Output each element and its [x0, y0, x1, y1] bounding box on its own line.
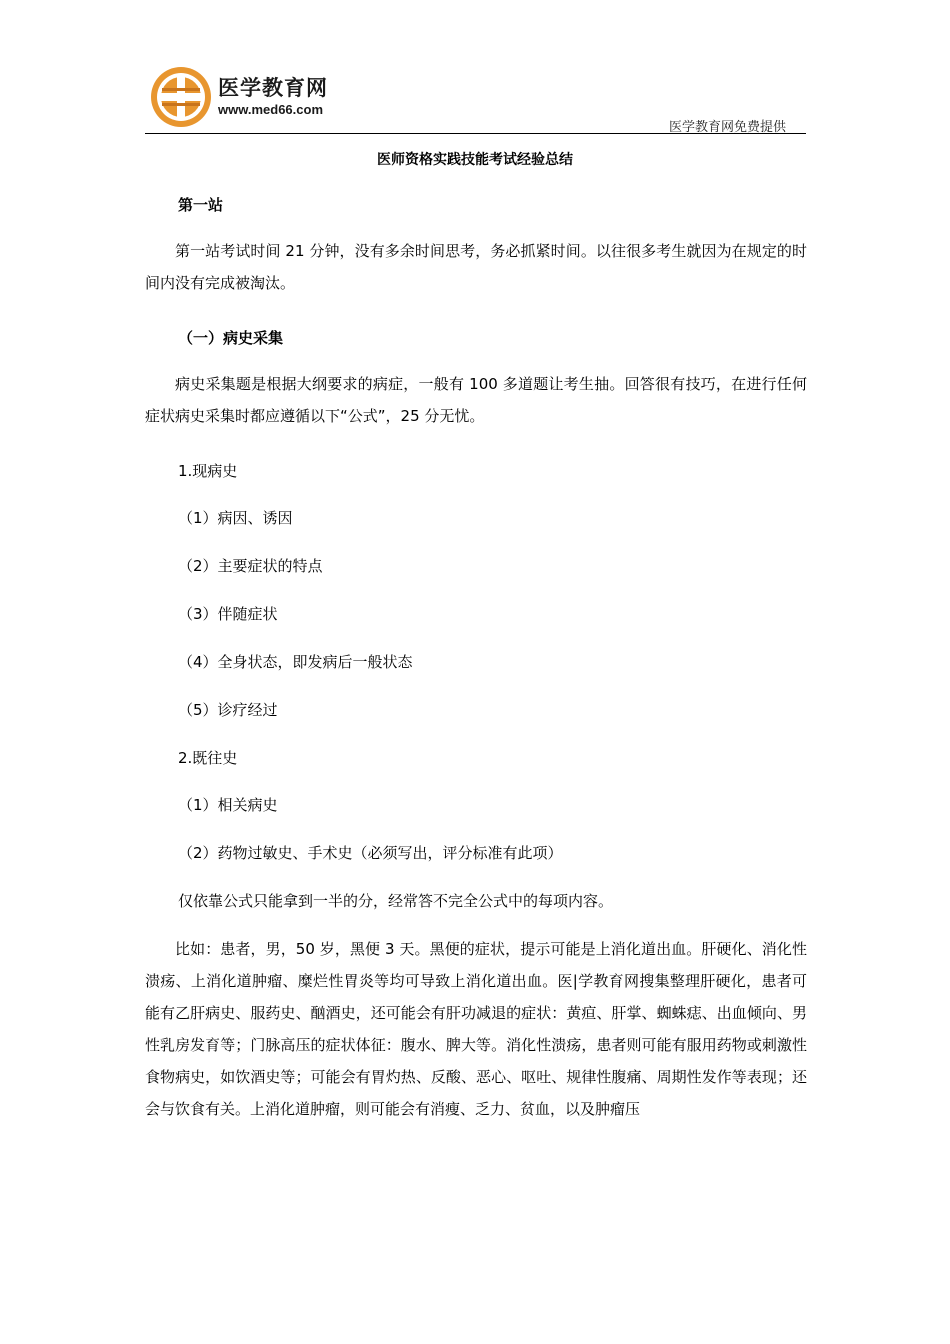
intro-paragraph: 第一站考试时间 21 分钟，没有多余时间思考，务必抓紧时间。以往很多考生就因为在规定的时间内没有完成被淘汰。 — [145, 242, 807, 292]
list-item: （5）诊疗经过 — [178, 701, 278, 719]
header-divider — [145, 133, 806, 134]
list-item: （4）全身状态，即发病后一般状态 — [178, 653, 413, 671]
list-item: （2）药物过敏史、手术史（必须写出，评分标准有此项） — [178, 844, 563, 862]
past-history-label: 2.既往史 — [178, 749, 238, 767]
present-history-label: 1.现病史 — [178, 462, 238, 480]
medical-cross-logo-icon — [150, 66, 212, 128]
list-item: （1）病因、诱因 — [178, 509, 293, 527]
list-item: （1）相关病史 — [178, 796, 278, 814]
page-header — [145, 66, 806, 134]
note-paragraph: 仅依靠公式只能拿到一半的分，经常答不完全公式中的每项内容。 — [178, 892, 614, 910]
logo-title: 医学教育网 — [218, 76, 328, 100]
section-heading: （一）病史采集 — [178, 329, 284, 347]
example-paragraph: 比如：患者，男，50 岁，黑便 3 天。黑便的症状，提示可能是上消化道出血。肝硬化、消化性溃疡、上消化道肿瘤、糜烂性胃炎等均可导致上消化道出血。医|学教育网搜集整理肝硬化，患者可能有乙肝病史、服药史、酗酒史，还可能会有肝功减退的症状：黄疸、肝掌、蜘蛛痣、出血倾向、男性乳房发育等；门脉高压的症状体征：腹水、脾大等。消化性溃疡，患者则可能有服用药物或刺激性食物病史，如饮酒史等；可能会有胃灼热、反酸、恶心、呕吐、规律性腹痛、周期性发作等表现；还会与饮食有关。上消化道肿瘤，则可能会有消瘦、乏力、贫血，以及肿瘤压 — [145, 940, 807, 1118]
site-logo — [150, 66, 370, 128]
logo-url: www.med66.com — [218, 102, 323, 117]
station-heading: 第一站 — [178, 196, 224, 214]
provider-note: 医学教育网免费提供 — [668, 120, 786, 135]
section-intro-paragraph: 病史采集题是根据大纲要求的病症，一般有 100 多道题让考生抽。回答很有技巧，在进行任何症状病史采集时都应遵循以下“公式”，25 分无忧。 — [145, 375, 807, 425]
list-item: （2）主要症状的特点 — [178, 557, 323, 575]
document-title: 医师资格实践技能考试经验总结 — [377, 152, 573, 168]
list-item: （3）伴随症状 — [178, 605, 278, 623]
